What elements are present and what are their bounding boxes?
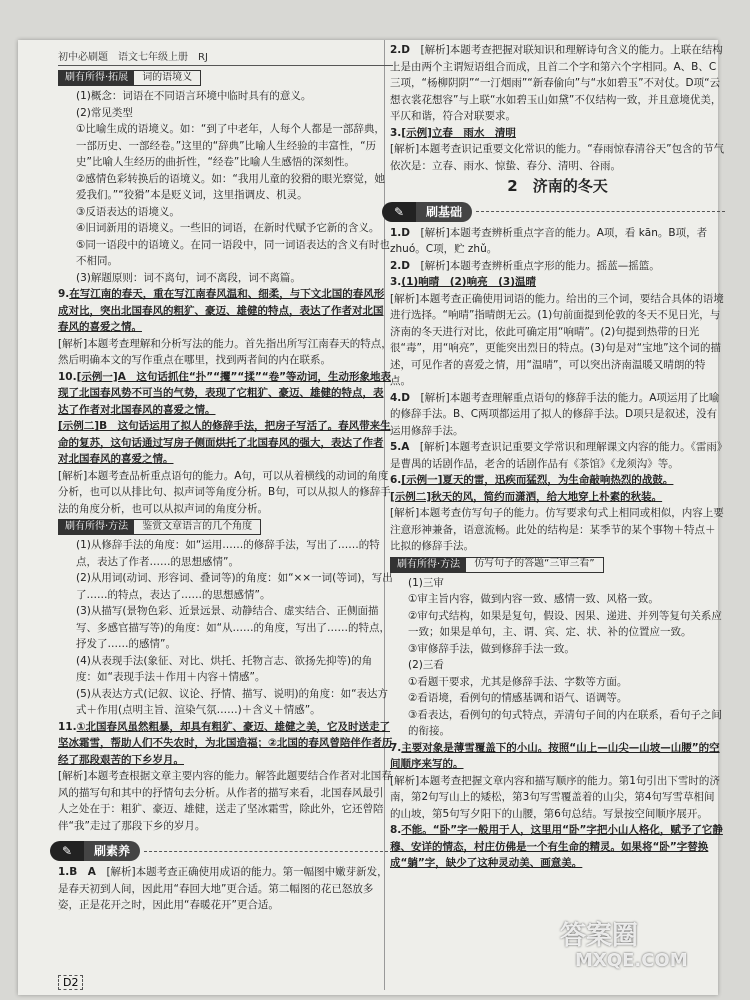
question-number: 1.B A [58, 866, 96, 878]
question-number: 1.D [390, 226, 411, 239]
section-tag-expand [58, 70, 201, 86]
text-line: ③审修辞手法，做到修辞手法一致。 [408, 642, 575, 655]
question-number: 9. [58, 288, 70, 300]
text-line: ①看题干要求，尤其是修辞手法、字数等方面。 [408, 675, 628, 688]
section-tag-method [58, 519, 261, 535]
section-tag-label: 刷有所得·方法 [59, 520, 134, 534]
text-line: (1)概念：词语在不同语言环境中临时具有的意义。 [76, 90, 312, 102]
question-number: 3. [390, 126, 402, 139]
answer-text: ①北国春风虽然粗暴，却具有粗犷、豪迈、雄健之美，它及时送走了坚冰霜雪，帮助人们不失农时，为北国造福；②北国的春风曾陪伴作者历经了那段艰苦的下乡岁月。 [58, 720, 393, 766]
answer-text: 主要对象是薄雪覆盖下的小山。按照“山上—山尖—山坡—山腰”的空间顺序来写的。 [390, 741, 720, 770]
page-number: D2 [58, 975, 83, 990]
text-line: ②审句式结构，如果是复句，假设、因果、递进、并列等复句关系应一致；如果是单句，主、谓、宾、定、状、补的位置应一致。 [408, 609, 722, 638]
brush-icon: ✎ [382, 202, 416, 222]
text-line: (3)从描写(景物色彩、近景远景、动静结合、虚实结合、正侧面描写、多感官描写等)的角度：如“从……的角度，写出了……的特点，抒发了……的感情”。 [76, 605, 391, 650]
answer-b2 [390, 258, 725, 275]
lesson-title [390, 178, 725, 195]
banner-label: 刷素养 [84, 841, 140, 861]
question-number: 2.D [390, 44, 411, 56]
text-line: (4)从表现手法(象征、对比、烘托、托物言志、欲扬先抑等)的角度：如“表现手法＋作用＋内容＋情感”。 [76, 654, 373, 683]
section-tag-method [390, 557, 604, 573]
question-number: 2.D [390, 259, 411, 272]
left-column [58, 50, 393, 914]
question-number: 6. [390, 474, 402, 486]
banner-basics [382, 201, 725, 223]
text-line: ⑤同一语段中的语境义。在同一语段中，同一词语表达的含义有时也不相同。 [76, 238, 390, 267]
answer-11 [58, 719, 393, 769]
watermark-url: MXQE.COM [575, 950, 688, 971]
explanation-text: [解析]本题考查理解重点语句的修辞手法的能力。A项运用了比喻的修辞手法。B、C两项都运用了拟人的修辞手法。D项只是叙述，没有运用修辞手法。 [390, 391, 720, 437]
answer-text: 不能。“卧”字一般用于人，这里用“卧”字把小山人格化，赋予了它静穆、安详的情态，村庄仿佛是一个有生命的精灵。如果将“卧”字替换成“躺”字，缺少了这种灵动美、画意美。 [390, 824, 723, 869]
answer-text: (1)响晴 (2)响亮 (3)温晴 [401, 276, 537, 288]
section-tag-label: 刷有所得·方法 [391, 558, 466, 572]
explanation-b6: [解析]本题考查仿写句子的能力。仿写要求句式上相同或相似，内容上要注意形神兼备，语意流畅。此处的结构是：某季节的某个事物＋特点＋比拟的修辞手法。 [390, 507, 724, 552]
answer-text: [示例一]A 这句话抓住“扑”“攫”“揉”“卷”等动词，生动形象地表现了北国春风势不可当的气势，表现了它粗犷、豪迈、雄健的特点，表达了作者对北国春风的喜爱之情。 [58, 370, 392, 416]
explanation-text: [解析]本题考查正确使用成语的能力。第一幅图中嫩芽新发，是春天初到人间，因此用“春回大地”更合适。第二幅图的花已怒放多姿，正是花开之时，因此用“春暖花开”更合适。 [58, 866, 388, 911]
text-line: (2)常见类型 [76, 106, 133, 119]
answer-b6b: [示例二]秋天的风，简约而潇洒，给大地穿上朴素的秋装。 [390, 490, 663, 503]
answer-b4 [390, 390, 725, 440]
explanation-r3: [解析]本题考查识记重要文化常识的能力。“春雨惊春清谷天”包含的节气依次是：立春、雨水、惊蛰、春分、清明、谷雨。 [390, 143, 725, 172]
lesson-number: 2 [507, 177, 518, 195]
answer-9 [58, 286, 393, 336]
explanation-11: [解析]本题考查根据文章主要内容的能力。解答此题要结合作者对北国春风的描写句和其中的抒情句去分析。从作者的描写来看，北国春风最引人之处在于：粗犷、豪迈、雄健，送走了坚冰霜雪，除此外，它还曾陪伴“我”走过了那段下乡的岁月。 [58, 770, 392, 832]
question-number: 5.A [390, 441, 410, 453]
explanation-text: [解析]本题考查把握对联知识和理解诗句含义的能力。上联在结构上是由两个主谓短语组合而成，且首二个字和第六个字相同。A、B、C三项，“杨柳阴阴”“一汀烟雨”“新春偷向”与“水如碧玉”不对仗。D项“云想衣裳花想容”与上联“水如碧玉山如黛”不仅结构一致，并且意境优美，平仄和谐，符合对联要求。 [390, 44, 723, 122]
explanation-text: [解析]本题考查辨析重点字音的能力。A项，看 kān。B项，者 zhuó。C项，贮 zhǔ。 [390, 226, 708, 255]
answer-text: [示例]立春 雨水 清明 [401, 126, 516, 139]
explanation-10: [解析]本题考查品析重点语句的能力。A句，可以从着横线的动词的角度分析，也可以从排比句、拟声词等角度分析。B句，可以从拟人的修辞手法的角度分析，也可以从拟声词的角度分析。 [58, 469, 391, 515]
answer-text: [示例一]夏天的雷，迅疾而猛烈，为生命敲响热烈的战鼓。 [401, 474, 674, 486]
answer-b8 [390, 822, 725, 872]
explanation-9: [解析]本题考查理解和分析写法的能力。首先指出所写江南春天的特点，然后明确本文的写作重点在哪里，找到两者间的内在联系。 [58, 337, 392, 366]
text-line: ①审主旨内容，做到内容一致、感情一致、风格一致。 [408, 593, 659, 605]
running-header: 初中必刷题 语文七年级上册 RJ [58, 50, 393, 66]
text-line: (2)三看 [408, 659, 444, 671]
brush-icon: ✎ [50, 841, 84, 861]
answer-r2 [390, 42, 725, 125]
banner-line [476, 211, 725, 212]
text-line: (1)从修辞手法的角度：如“运用……的修辞手法，写出了……的特点，表达了作者……的思想感情”。 [76, 539, 380, 568]
text-line: ①比喻生成的语境义。如：“到了中老年，人每个人都是一部辞典，一部历史、一部经卷。”这里的“辞典”比喻人生经验的丰富性，“历史”比喻人生经历的曲折性，“经卷”比喻人生感悟的深刻性。 [76, 123, 385, 168]
question-number: 11. [58, 720, 77, 733]
banner-line [144, 851, 393, 852]
watermark-logo: 答案圈 [560, 921, 639, 951]
explanation-b3: [解析]本题考查正确使用词语的能力。给出的三个词，要结合具体的语境进行选择。“响晴”指晴朗无云。(1)句前面提到伦敦的冬天不见日光，与济南的冬天进行对比，依此可确定用“响晴”。(2)句提到热带的日光很“毒”，用“响亮”，更能突出烈日的特点。(3)句是对“宝地”这个词的描述，可见作者的喜爱之情，用“温晴”，可以突出济南温暖又晴朗的特点。 [390, 292, 724, 387]
explanation-text: [解析]本题考查辨析重点字形的能力。摇蓝—摇篮。 [420, 259, 660, 272]
text-line: ③反语表达的语境义。 [76, 205, 180, 218]
answer-b5 [390, 439, 725, 472]
explanation-text: [解析]本题考查识记重要文学常识和理解课文内容的能力。《雷雨》是曹禺的话剧作品，老舍的话剧作品有《茶馆》《龙须沟》等。 [390, 441, 723, 470]
text-line: ④旧词新用的语境义。一些旧的词语，在新时代赋予它新的含义。 [76, 222, 380, 234]
section-tag-label: 刷有所得·拓展 [59, 71, 134, 85]
answer-r3 [390, 125, 725, 142]
text-line: (5)从表达方式(记叙、议论、抒情、描写、说明)的角度：如“表达方式＋作用(点明主旨、渲染气氛……)＋含义＋情感”。 [76, 687, 389, 716]
question-number: 3. [390, 276, 402, 288]
text-line: ②感情色彩转换后的语境义。如：“我用儿童的狡猾的眼光察觉，她爱我们。”“狡猾”本是贬义词，这里指调皮、机灵。 [76, 172, 385, 201]
question-number: 7. [390, 741, 402, 754]
answer-text: 在写江南的春天，重在写江南春风温和、细柔，与下文北国的春风形成对比，突出北国春风的粗犷、豪迈、雄健的特点，表达了作者对北国春风的喜爱之情。 [58, 288, 385, 333]
banner-label: 刷基础 [416, 202, 472, 222]
text-line: (2)从用词(动词、形容词、叠词等)的角度：如“××一词(等词)，写出了……的特点，表达了……的思想感情”。 [76, 572, 393, 601]
explanation-b7: [解析]本题考查把握文章内容和描写顺序的能力。第1句引出下雪时的济南，第2句写山上的矮松，第3句写雪覆盖着的山尖，第4句写雪草相间的山坡，第5句写夕阳下的山腰，第6句总结。写景按空间顺序展开。 [390, 774, 720, 820]
right-column [390, 42, 725, 872]
banner-literacy [50, 840, 393, 862]
lesson-name: 济南的冬天 [532, 177, 608, 195]
text-line: (1)三审 [408, 576, 444, 589]
section-tag-text: 仿写句子的答题“三审三看” [474, 558, 595, 570]
question-number: 4.D [390, 391, 411, 404]
answer-b3 [390, 274, 725, 291]
answer-10b: [示例二]B 这句话运用了拟人的修辞手法，把房子写活了。春风带来生命的复苏，这句话通过写房子侧面烘托了北国春风的强大，表达了作者对北国春风的喜爱之情。 [58, 420, 391, 465]
text-line: ③看表达，看例句的句式特点，弄清句子间的内在联系，看句子之间的衔接。 [408, 708, 722, 737]
question-number: 10. [58, 370, 77, 383]
answer-10a [58, 369, 393, 419]
answer-b7 [390, 740, 725, 773]
section-tag-text: 鉴赏文章语言的几个角度 [142, 520, 253, 532]
answer-b1 [390, 225, 725, 258]
text-line: (3)解题原则：词不离句，词不离段，词不离篇。 [76, 271, 301, 284]
page [18, 40, 725, 995]
section-tag-text: 词的语境义 [142, 71, 193, 83]
text-line: ②看语境，看例句的情感基调和语气、语调等。 [408, 692, 628, 704]
question-number: 8. [390, 824, 402, 836]
answer-b6a [390, 472, 725, 489]
answer-s1 [58, 864, 393, 914]
